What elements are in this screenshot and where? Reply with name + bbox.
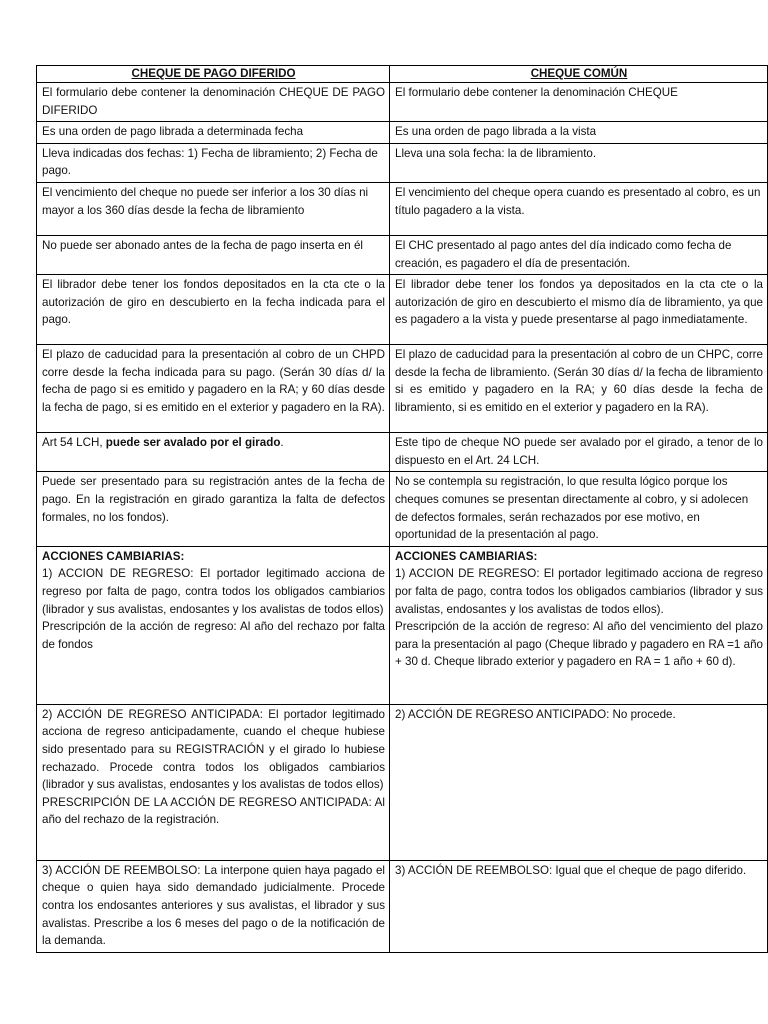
aval-prefix: Art 54 LCH, [42,436,106,450]
header-cheque-comun: CHEQUE COMÚN [390,66,768,83]
prescripcion-anticipada-text: PRESCRIPCIÓN DE LA ACCIÓN DE REGRESO ANTICIPADA: Al año del rechazo de la registración. [42,795,385,827]
cell-right [390,546,768,704]
table-row-fondos [37,275,768,345]
regreso-anticipado-text: 2) ACCIÓN DE REGRESO ANTICIPADA: El portador legitimado acciona de regreso anticipadamente, cuando el cheque hubiese sido presentado para su REGISTRACIÓN y el girado lo hubiese rechazado. Procede contra todos los obligados cambiarios (librador y sus avalistas, endosantes y los avalistas de todos ellos) [42,707,385,792]
cell-right: El formulario debe contener la denominación CHEQUE [390,83,768,122]
cell-right: No se contempla su registración, lo que resulta lógico porque los cheques comunes se presentan directamente al cobro, y si adolecen de defectos formales, serán rechazados por ese motivo, en oportunidad de la presentación al pago. [390,472,768,546]
cell-left [37,546,390,704]
accion-regreso-text: 1) ACCION DE REGRESO: El portador legitimado acciona de regreso por falta de pago, contra todos los obligados cambiarios (librador y sus avalistas, endosantes y los avalistas de todos ellos). [395,567,763,616]
table-row-aval [37,433,768,472]
table-row-orden-de-pago [37,122,768,144]
cell-right: Lleva una sola fecha: la de libramiento. [390,143,768,182]
cell-right: 3) ACCIÓN DE REEMBOLSO: Igual que el cheque de pago diferido. [390,860,768,952]
cell-right: Es una orden de pago librada a la vista [390,122,768,144]
cell-right: El vencimiento del cheque opera cuando es presentado al cobro, es un título pagadero a la vista. [390,182,768,235]
cell-left: El vencimiento del cheque no puede ser inferior a los 30 días ni mayor a los 360 días desde la fecha de libramiento [37,182,390,235]
accion-regreso-text: 1) ACCION DE REGRESO: El portador legitimado acciona de regreso por falta de pago, contra todos los obligados cambiarios (librador y sus avalistas, endosantes y los avalistas de todos ellos) [42,567,385,616]
cell-left [37,704,390,860]
cell-right: El librador debe tener los fondos ya depositados en la cta cte o la autorización de giro en descubierto el mismo día de libramiento, ya que es pagadero a la vista y puede presentarse al pago inmediatamente. [390,275,768,345]
cell-right: Este tipo de cheque NO puede ser avalado por el girado, a tenor de lo dispuesto en el Art. 24 LCH. [390,433,768,472]
acciones-title: ACCIONES CAMBIARIAS: [395,549,538,563]
table-row-caducidad [37,345,768,433]
table-row-denominacion [37,83,768,122]
table-row-reembolso [37,860,768,952]
comparison-table [36,65,768,953]
cell-left: 3) ACCIÓN DE REEMBOLSO: La interpone quien haya pagado el cheque o quien haya sido demandado judicialmente. Procede contra los endosantes anteriores y sus avalistas, el librador y sus avalistas. Prescribe a los 6 meses del pago o de la notificación de la demanda. [37,860,390,952]
table-row-fechas [37,143,768,182]
cell-left: El plazo de caducidad para la presentación al cobro de un CHPD corre desde la fecha indicada para su pago. (Serán 30 días d/ la fecha de pago si es emitido y pagadero en la RA; y 60 días desde la fecha de pago, si es emitido en el exterior y pagadero en la RA). [37,345,390,433]
cell-right: El CHC presentado al pago antes del día indicado como fecha de creación, es pagadero el día de presentación. [390,235,768,274]
prescripcion-text: Prescripción de la acción de regreso: Al año del rechazo por falta de fondos [42,620,385,651]
table-row-abono [37,235,768,274]
cell-left: Puede ser presentado para su registración antes de la fecha de pago. En la registración en girado garantiza la falta de defectos formales, no los fondos). [37,472,390,546]
header-cheque-pago-diferido: CHEQUE DE PAGO DIFERIDO [37,66,390,83]
prescripcion-text: Prescripción de la acción de regreso: Al año del vencimiento del plazo para la presentación al pago (Cheque librado y pagadero en RA =1 año + 30 d. Cheque librado exterior y pagadero en RA = 1 año + 60 d). [395,620,763,669]
cell-left: No puede ser abonado antes de la fecha de pago inserta en él [37,235,390,274]
table-row-vencimiento [37,182,768,235]
cell-left: El librador debe tener los fondos depositados en la cta cte o la autorización de giro en descubierto en la fecha indicada para el pago. [37,275,390,345]
aval-bold: puede ser avalado por el girado [105,436,281,450]
table-row-registracion [37,472,768,546]
cell-right: El plazo de caducidad para la presentación al cobro de un CHPC, corre desde la fecha de libramiento. (Serán 30 días d/ la fecha de libramiento si es emitido y pagadero en la RA; y 60 días desde la fecha de libramiento, si es emitido en el exterior y pagadero en la RA). [390,345,768,433]
cell-left: Es una orden de pago librada a determinada fecha [37,122,390,144]
cell-left [37,433,390,472]
cell-left: Lleva indicadas dos fechas: 1) Fecha de libramiento; 2) Fecha de pago. [37,143,390,182]
cell-right: 2) ACCIÓN DE REGRESO ANTICIPADO: No procede. [390,704,768,860]
cell-left: El formulario debe contener la denominación CHEQUE DE PAGO DIFERIDO [37,83,390,122]
aval-suffix: . [280,436,284,450]
header-row [37,66,768,83]
table-row-regreso-anticipado [37,704,768,860]
acciones-title: ACCIONES CAMBIARIAS: [42,549,185,563]
table-row-acciones-cambiarias [37,546,768,704]
